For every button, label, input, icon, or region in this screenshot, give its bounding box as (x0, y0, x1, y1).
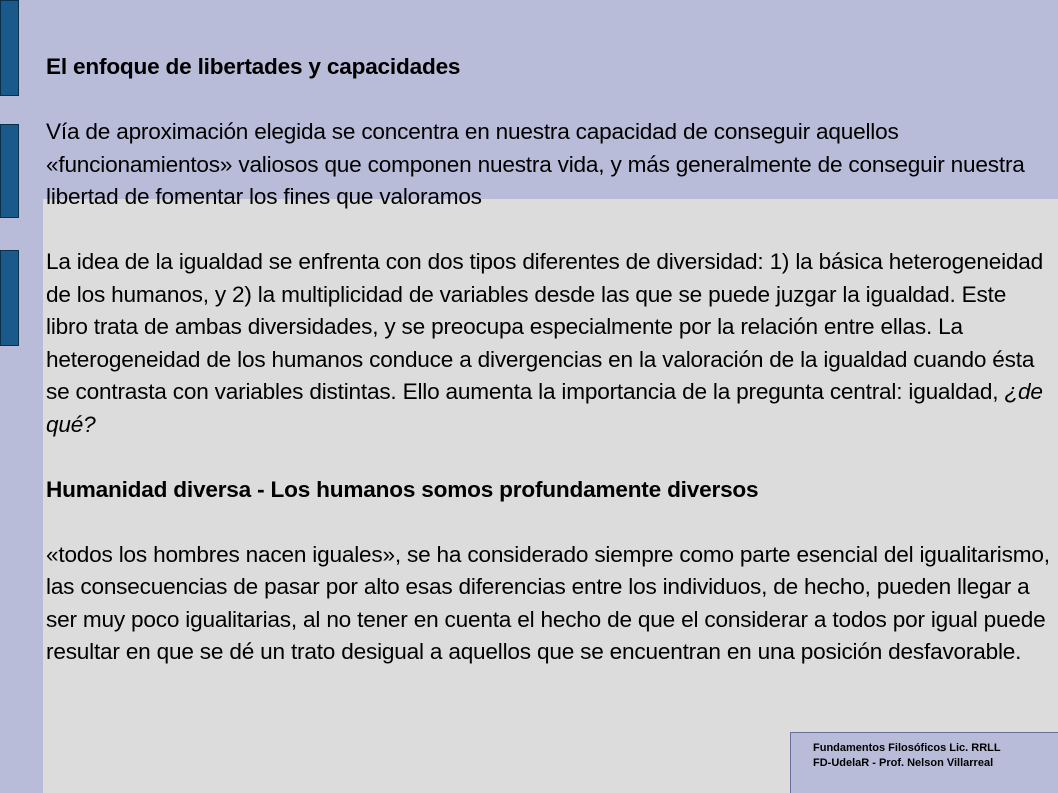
footer-credit (790, 732, 1058, 793)
paragraph-approach: Vía de aproximación elegida se concentra en nuestra capacidad de conseguir aquellos «funcionamientos» valiosos que componen nuestra vida, y más generalmente de conseguir nuestra libertad de fomentar los fines que valoramos (46, 119, 1025, 209)
spacer (46, 506, 1052, 539)
section-heading-capabilities: El enfoque de libertades y capacidades (46, 54, 461, 79)
paragraph-equality-text: La idea de la igualdad se enfrenta con dos tipos diferentes de diversidad: 1) la básica heterogeneidad de los humanos, y 2) la multiplicidad de variables desde las que se puede juzgar la igualdad. Este libro trata de ambas diversidades, y se preocupa especialmente por la relación entre ellas. La heterogeneidad de los humanos conduce a divergencias en la valoración de la igualdad cuando ésta se contrasta con variables distintas. Ello aumenta la importancia de la pregunta central: igualdad, (46, 249, 1044, 404)
spacer (46, 441, 1052, 474)
spacer (46, 214, 1052, 247)
paragraph-all-men-equal: «todos los hombres nacen iguales», se ha considerado siempre como parte esencial del igualitarismo, las consecuencias de pasar por alto esas diferencias entre los individuos, de hecho, pueden llegar a ser muy poco igualitarias, al no tener en cuenta el hecho de que el considerar a todos por igual puede resultar en que se dé un trato desigual a aquellos que se encuentran en una posición desfavorable. (46, 541, 1050, 664)
spacer (46, 84, 1052, 117)
accent-bar-middle (0, 124, 19, 218)
paragraph-equality (46, 246, 1052, 441)
slide-content (46, 51, 1052, 669)
left-strip (0, 0, 43, 793)
section-heading-diversity: Humanidad diversa - Los humanos somos profundamente diversos (46, 476, 759, 502)
footer-line-course: Fundamentos Filosóficos Lic. RRLL (813, 742, 1001, 754)
accent-bar-bottom (0, 250, 19, 346)
paragraph-equality-question: ¿de qué? (46, 379, 1043, 437)
footer-line-professor: FD-UdelaR - Prof. Nelson Villarreal (813, 757, 994, 769)
accent-bar-top (0, 0, 19, 96)
